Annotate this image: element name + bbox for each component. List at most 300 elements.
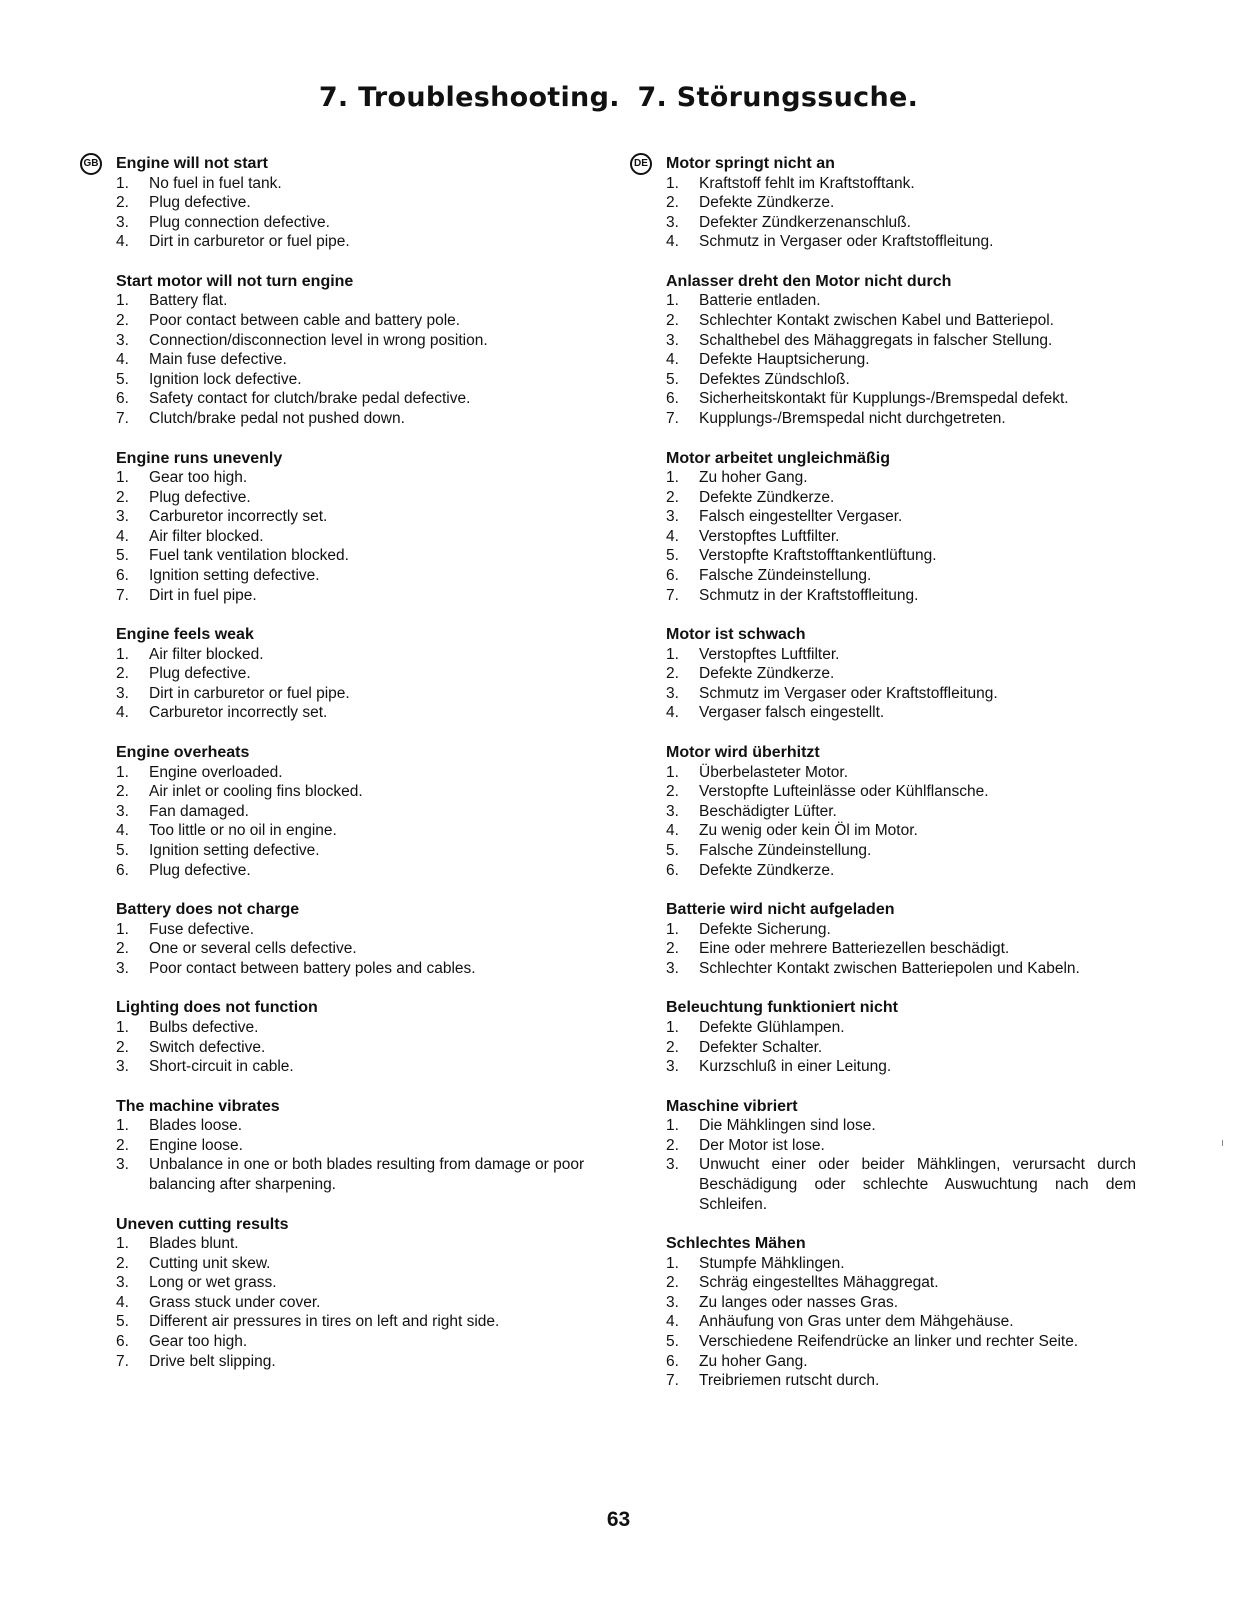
troubleshooting-section <box>666 1097 1136 1214</box>
item-text: Engine overloaded. <box>149 763 283 781</box>
item-text: Carburetor incorrectly set. <box>149 508 328 526</box>
section-heading: The machine vibrates <box>116 1097 280 1115</box>
item-number: 4. <box>666 822 679 840</box>
list-item <box>116 370 598 390</box>
item-text: Verschiedene Reifendrücke an linker und rechter Seite. <box>699 1333 1079 1351</box>
item-text: Drive belt slipping. <box>149 1352 276 1370</box>
list-item <box>666 821 1136 841</box>
list-item <box>116 389 598 409</box>
list-item <box>666 1332 1136 1352</box>
cause-list <box>666 1018 1136 1077</box>
cause-list <box>116 291 598 428</box>
item-text: Defektes Zündschloß. <box>699 370 850 388</box>
list-item <box>666 782 1136 802</box>
item-number: 6. <box>116 1333 129 1351</box>
item-number: 6. <box>116 861 129 879</box>
list-item <box>666 1155 1136 1214</box>
item-number: 3. <box>116 1058 129 1076</box>
item-number: 3. <box>666 213 679 231</box>
list-item <box>666 291 1136 311</box>
list-item <box>666 1057 1136 1077</box>
cause-list <box>666 468 1136 605</box>
list-item <box>666 174 1136 194</box>
troubleshooting-section <box>666 154 1136 252</box>
item-text: Defekte Zündkerze. <box>699 488 835 506</box>
english-column <box>83 154 598 1391</box>
item-number: 4. <box>666 704 679 722</box>
list-item <box>116 802 598 822</box>
item-text: Schmutz in der Kraftstoffleitung. <box>699 586 919 604</box>
list-item <box>666 1254 1136 1274</box>
german-sections <box>666 154 1136 1391</box>
item-number: 5. <box>116 841 129 859</box>
item-text: Schalthebel des Mähaggregats in falscher Stellung. <box>699 331 1053 349</box>
cause-list <box>116 468 598 605</box>
item-number: 2. <box>666 940 679 958</box>
item-text: Blades loose. <box>149 1117 243 1135</box>
item-number: 1. <box>666 1018 679 1036</box>
cause-list <box>666 291 1136 428</box>
item-number: 4. <box>116 351 129 369</box>
german-column <box>634 154 1136 1411</box>
list-item <box>666 802 1136 822</box>
item-text: Schlechter Kontakt zwischen Batteriepolen und Kabeln. <box>699 959 1080 977</box>
item-text: Treibriemen rutscht durch. <box>699 1372 880 1390</box>
section-heading: Schlechtes Mähen <box>666 1235 806 1253</box>
list-item <box>116 1038 598 1058</box>
item-text: Der Motor ist lose. <box>699 1136 825 1154</box>
title-english: 7. Troubleshooting. <box>318 82 620 113</box>
list-item <box>116 409 598 429</box>
list-item <box>116 703 598 723</box>
item-number: 6. <box>666 567 679 584</box>
list-item <box>666 841 1136 861</box>
item-text: Connection/disconnection level in wrong position. <box>149 331 488 349</box>
list-item <box>116 1057 598 1077</box>
de-flag-icon: DE <box>630 153 652 175</box>
list-item <box>116 193 598 213</box>
list-item <box>666 959 1136 979</box>
item-text: Grass stuck under cover. <box>149 1293 321 1311</box>
item-number: 4. <box>116 527 129 545</box>
item-text: Clutch/brake pedal not pushed down. <box>149 409 405 427</box>
item-number: 5. <box>666 370 679 388</box>
item-number: 4. <box>666 351 679 369</box>
troubleshooting-section <box>116 998 598 1076</box>
item-number: 1. <box>116 292 129 310</box>
item-text: Plug defective. <box>149 861 251 879</box>
list-item <box>116 645 598 665</box>
item-text: Plug defective. <box>149 194 251 212</box>
section-heading: Uneven cutting results <box>116 1215 289 1233</box>
section-heading: Start motor will not turn engine <box>116 272 354 290</box>
troubleshooting-section <box>666 900 1136 978</box>
item-number: 7. <box>666 586 679 604</box>
section-heading: Engine runs unevenly <box>116 449 283 467</box>
item-text: Plug defective. <box>149 488 251 506</box>
list-item <box>666 232 1136 252</box>
cause-list <box>116 1234 598 1371</box>
item-text: Schmutz in Vergaser oder Kraftstoffleitung. <box>699 233 994 251</box>
item-text: Dirt in fuel pipe. <box>149 586 257 604</box>
item-text: Falsche Zündeinstellung. <box>699 567 872 584</box>
section-heading: Maschine vibriert <box>666 1097 798 1115</box>
item-text: Air inlet or cooling fins blocked. <box>149 783 363 801</box>
list-item <box>666 703 1136 723</box>
troubleshooting-section <box>116 625 598 723</box>
list-item <box>666 527 1136 547</box>
item-number: 2. <box>116 783 129 801</box>
item-number: 6. <box>666 1352 679 1370</box>
troubleshooting-section <box>116 449 598 606</box>
list-item <box>666 1273 1136 1293</box>
item-text: Kurzschluß in einer Leitung. <box>699 1058 892 1076</box>
item-number: 2. <box>116 665 129 683</box>
list-item <box>666 468 1136 488</box>
item-number: 2. <box>116 1038 129 1056</box>
troubleshooting-section <box>666 743 1136 880</box>
list-item <box>666 939 1136 959</box>
page-title <box>0 82 1237 113</box>
list-item <box>666 861 1136 881</box>
troubleshooting-section <box>666 272 1136 429</box>
list-item <box>116 920 598 940</box>
section-heading: Anlasser dreht den Motor nicht durch <box>666 272 952 290</box>
item-text: Verstopftes Luftfilter. <box>699 527 840 545</box>
list-item <box>116 331 598 351</box>
section-heading: Engine will not start <box>116 155 269 172</box>
item-text: Kraftstoff fehlt im Kraftstofftank. <box>699 174 915 192</box>
item-number: 7. <box>666 409 679 427</box>
section-heading: Beleuchtung funktioniert nicht <box>666 999 898 1017</box>
list-item <box>116 468 598 488</box>
list-item <box>116 213 598 233</box>
list-item <box>116 291 598 311</box>
list-item <box>116 507 598 527</box>
cause-list <box>666 763 1136 881</box>
item-text: Poor contact between cable and battery pole. <box>149 311 461 329</box>
list-item <box>116 546 598 566</box>
item-number: 2. <box>666 311 679 329</box>
item-text: No fuel in fuel tank. <box>149 174 282 192</box>
item-text: Schlechter Kontakt zwischen Kabel und Batteriepol. <box>699 311 1054 329</box>
item-number: 1. <box>116 1117 129 1135</box>
item-text: Zu hoher Gang. <box>699 1352 808 1370</box>
list-item <box>666 1018 1136 1038</box>
list-item <box>116 959 598 979</box>
item-number: 1. <box>116 1235 129 1253</box>
list-item <box>666 311 1136 331</box>
list-item <box>116 1312 598 1332</box>
item-number: 5. <box>116 1313 129 1331</box>
item-text: Die Mähklingen sind lose. <box>699 1117 876 1135</box>
list-item <box>666 920 1136 940</box>
item-text: Unbalance in one or both blades resulting from damage or poor balancing after sharpening. <box>149 1156 585 1193</box>
list-item <box>116 232 598 252</box>
item-text: Too little or no oil in engine. <box>149 822 337 840</box>
list-item <box>116 1136 598 1156</box>
list-item <box>116 821 598 841</box>
list-item <box>116 763 598 783</box>
item-number: 1. <box>666 763 679 781</box>
item-text: Safety contact for clutch/brake pedal defective. <box>149 390 471 408</box>
list-item <box>666 350 1136 370</box>
troubleshooting-section <box>116 1215 598 1372</box>
section-heading: Batterie wird nicht aufgeladen <box>666 901 895 919</box>
item-number: 2. <box>666 1274 679 1292</box>
list-item <box>116 350 598 370</box>
list-item <box>666 1371 1136 1391</box>
list-item <box>116 841 598 861</box>
section-heading: Motor arbeitet ungleichmäßig <box>666 449 891 467</box>
item-text: Defekter Schalter. <box>699 1038 823 1056</box>
item-number: 5. <box>116 370 129 388</box>
item-text: Anhäufung von Gras unter dem Mähgehäuse. <box>699 1313 1014 1331</box>
troubleshooting-section <box>666 625 1136 723</box>
item-text: Switch defective. <box>149 1038 266 1056</box>
item-number: 2. <box>666 194 679 212</box>
item-number: 3. <box>666 1293 679 1311</box>
item-number: 7. <box>116 586 129 604</box>
list-item <box>666 1038 1136 1058</box>
item-text: Gear too high. <box>149 469 248 487</box>
cause-list <box>116 920 598 979</box>
list-item <box>666 645 1136 665</box>
list-item <box>666 1136 1136 1156</box>
item-text: Ignition setting defective. <box>149 567 320 584</box>
section-heading: Lighting does not function <box>116 999 318 1017</box>
cause-list <box>666 1254 1136 1391</box>
item-text: Ignition setting defective. <box>149 841 320 859</box>
item-number: 4. <box>666 233 679 251</box>
section-heading: Engine feels weak <box>116 626 254 644</box>
section-heading: Motor wird überhitzt <box>666 744 820 762</box>
cause-list <box>666 1116 1136 1214</box>
list-item <box>116 1018 598 1038</box>
cause-list <box>116 174 598 252</box>
item-text: Falsche Zündeinstellung. <box>699 841 872 859</box>
item-number: 2. <box>666 488 679 506</box>
item-number: 3. <box>116 508 129 526</box>
item-number: 6. <box>116 390 129 408</box>
list-item <box>116 527 598 547</box>
item-text: Long or wet grass. <box>149 1274 277 1292</box>
item-text: Zu langes oder nasses Gras. <box>699 1293 899 1311</box>
list-item <box>116 174 598 194</box>
item-number: 5. <box>666 841 679 859</box>
cause-list <box>116 1018 598 1077</box>
item-text: Fuel tank ventilation blocked. <box>149 547 349 565</box>
item-text: Schräg eingestelltes Mähaggregat. <box>699 1274 939 1292</box>
item-text: Zu hoher Gang. <box>699 469 808 487</box>
item-text: Ignition lock defective. <box>149 370 302 388</box>
item-number: 4. <box>116 1293 129 1311</box>
item-number: 2. <box>666 665 679 683</box>
item-number: 2. <box>116 311 129 329</box>
item-number: 3. <box>666 1156 679 1174</box>
item-number: 7. <box>116 409 129 427</box>
item-text: Battery flat. <box>149 292 228 310</box>
item-text: Short-circuit in cable. <box>149 1058 294 1076</box>
item-text: Defekte Glühlampen. <box>699 1018 845 1036</box>
item-text: Poor contact between battery poles and cables. <box>149 959 476 977</box>
list-item <box>666 684 1136 704</box>
cause-list <box>666 174 1136 252</box>
list-item <box>666 213 1136 233</box>
list-item <box>666 1293 1136 1313</box>
item-text: Vergaser falsch eingestellt. <box>699 704 885 722</box>
item-text: Blades blunt. <box>149 1235 239 1253</box>
item-text: Gear too high. <box>149 1333 248 1351</box>
item-text: Sicherheitskontakt für Kupplungs-/Bremspedal defekt. <box>699 390 1069 408</box>
item-text: Verstopftes Luftfilter. <box>699 645 840 663</box>
item-text: Plug connection defective. <box>149 213 330 231</box>
section-heading: Engine overheats <box>116 744 250 762</box>
item-number: 1. <box>666 920 679 938</box>
item-text: Kupplungs-/Bremspedal nicht durchgetreten. <box>699 409 1006 427</box>
item-number: 1. <box>116 174 129 192</box>
list-item <box>116 1155 598 1194</box>
item-text: Plug defective. <box>149 665 251 683</box>
section-heading: Battery does not charge <box>116 901 300 919</box>
cause-list <box>666 645 1136 723</box>
list-item <box>116 1234 598 1254</box>
item-number: 1. <box>116 920 129 938</box>
item-number: 2. <box>116 1254 129 1272</box>
item-number: 3. <box>666 1058 679 1076</box>
item-number: 1. <box>116 469 129 487</box>
item-number: 3. <box>116 684 129 702</box>
item-number: 1. <box>666 174 679 192</box>
item-number: 2. <box>116 1136 129 1154</box>
item-number: 4. <box>116 704 129 722</box>
list-item <box>666 586 1136 606</box>
item-number: 1. <box>666 1254 679 1272</box>
item-number: 3. <box>666 959 679 977</box>
list-item <box>666 389 1136 409</box>
item-text: One or several cells defective. <box>149 940 357 958</box>
list-item <box>666 409 1136 429</box>
item-text: Batterie entladen. <box>699 292 821 310</box>
cause-list <box>116 763 598 881</box>
item-text: Bulbs defective. <box>149 1018 259 1036</box>
item-number: 1. <box>666 292 679 310</box>
troubleshooting-section <box>116 900 598 978</box>
cause-list <box>116 645 598 723</box>
list-item <box>666 546 1136 566</box>
item-number: 2. <box>116 488 129 506</box>
list-item <box>116 586 598 606</box>
cause-list <box>116 1116 598 1194</box>
item-number: 1. <box>116 1018 129 1036</box>
list-item <box>116 1352 598 1372</box>
troubleshooting-section <box>666 1234 1136 1391</box>
list-item <box>666 664 1136 684</box>
item-text: Defekte Sicherung. <box>699 920 831 938</box>
item-number: 3. <box>116 959 129 977</box>
item-number: 3. <box>116 331 129 349</box>
item-text: Different air pressures in tires on left and right side. <box>149 1313 500 1331</box>
item-text: Verstopfte Lufteinlässe oder Kühlflansche. <box>699 783 989 801</box>
item-text: Cutting unit skew. <box>149 1254 271 1272</box>
item-text: Defekte Zündkerze. <box>699 861 835 879</box>
item-number: 3. <box>666 331 679 349</box>
item-number: 6. <box>116 567 129 584</box>
item-text: Überbelasteter Motor. <box>699 763 849 781</box>
item-number: 6. <box>666 861 679 879</box>
item-text: Zu wenig oder kein Öl im Motor. <box>699 822 918 840</box>
scan-mark <box>1222 1140 1223 1146</box>
item-text: Carburetor incorrectly set. <box>149 704 328 722</box>
item-number: 3. <box>116 1274 129 1292</box>
item-number: 2. <box>666 1136 679 1154</box>
gb-flag-icon: GB <box>80 153 102 175</box>
item-text: Stumpfe Mähklingen. <box>699 1254 845 1272</box>
item-number: 7. <box>116 1352 129 1370</box>
item-text: Air filter blocked. <box>149 645 264 663</box>
item-number: 2. <box>116 194 129 212</box>
item-text: Defekte Zündkerze. <box>699 194 835 212</box>
list-item <box>666 331 1136 351</box>
list-item <box>116 664 598 684</box>
item-text: Air filter blocked. <box>149 527 264 545</box>
item-number: 3. <box>666 684 679 702</box>
list-item <box>116 1116 598 1136</box>
list-item <box>116 488 598 508</box>
list-item <box>666 507 1136 527</box>
item-number: 3. <box>666 802 679 820</box>
item-text: Defekter Zündkerzenanschluß. <box>699 213 911 231</box>
item-number: 5. <box>666 547 679 565</box>
item-number: 1. <box>666 1117 679 1135</box>
item-number: 2. <box>666 1038 679 1056</box>
list-item <box>666 488 1136 508</box>
item-text: Beschädigter Lüfter. <box>699 802 837 820</box>
item-number: 4. <box>116 233 129 251</box>
item-text: Fuse defective. <box>149 920 255 938</box>
title-german: 7. Störungssuche. <box>637 82 919 113</box>
item-number: 2. <box>116 940 129 958</box>
item-text: Fan damaged. <box>149 802 249 820</box>
list-item <box>116 1332 598 1352</box>
item-text: Defekte Zündkerze. <box>699 665 835 683</box>
troubleshooting-section <box>666 449 1136 606</box>
section-heading: Motor springt nicht an <box>666 155 835 172</box>
troubleshooting-section <box>116 1097 598 1195</box>
item-number: 1. <box>116 645 129 663</box>
list-item <box>666 566 1136 586</box>
list-item <box>116 782 598 802</box>
list-item <box>666 1116 1136 1136</box>
english-sections <box>116 154 598 1371</box>
item-number: 3. <box>116 1156 129 1174</box>
item-number: 4. <box>666 1313 679 1331</box>
list-item <box>116 684 598 704</box>
page-number: 63 <box>606 1508 631 1531</box>
list-item <box>116 1254 598 1274</box>
item-number: 3. <box>666 508 679 526</box>
section-heading: Motor ist schwach <box>666 626 806 644</box>
list-item <box>116 566 598 586</box>
item-number: 1. <box>666 469 679 487</box>
item-text: Verstopfte Kraftstofftankentlüftung. <box>699 547 937 565</box>
item-text: Main fuse defective. <box>149 351 287 369</box>
item-text: Falsch eingestellter Vergaser. <box>699 508 903 526</box>
troubleshooting-section <box>116 743 598 880</box>
list-item <box>116 311 598 331</box>
troubleshooting-section <box>666 998 1136 1076</box>
item-number: 5. <box>666 1333 679 1351</box>
